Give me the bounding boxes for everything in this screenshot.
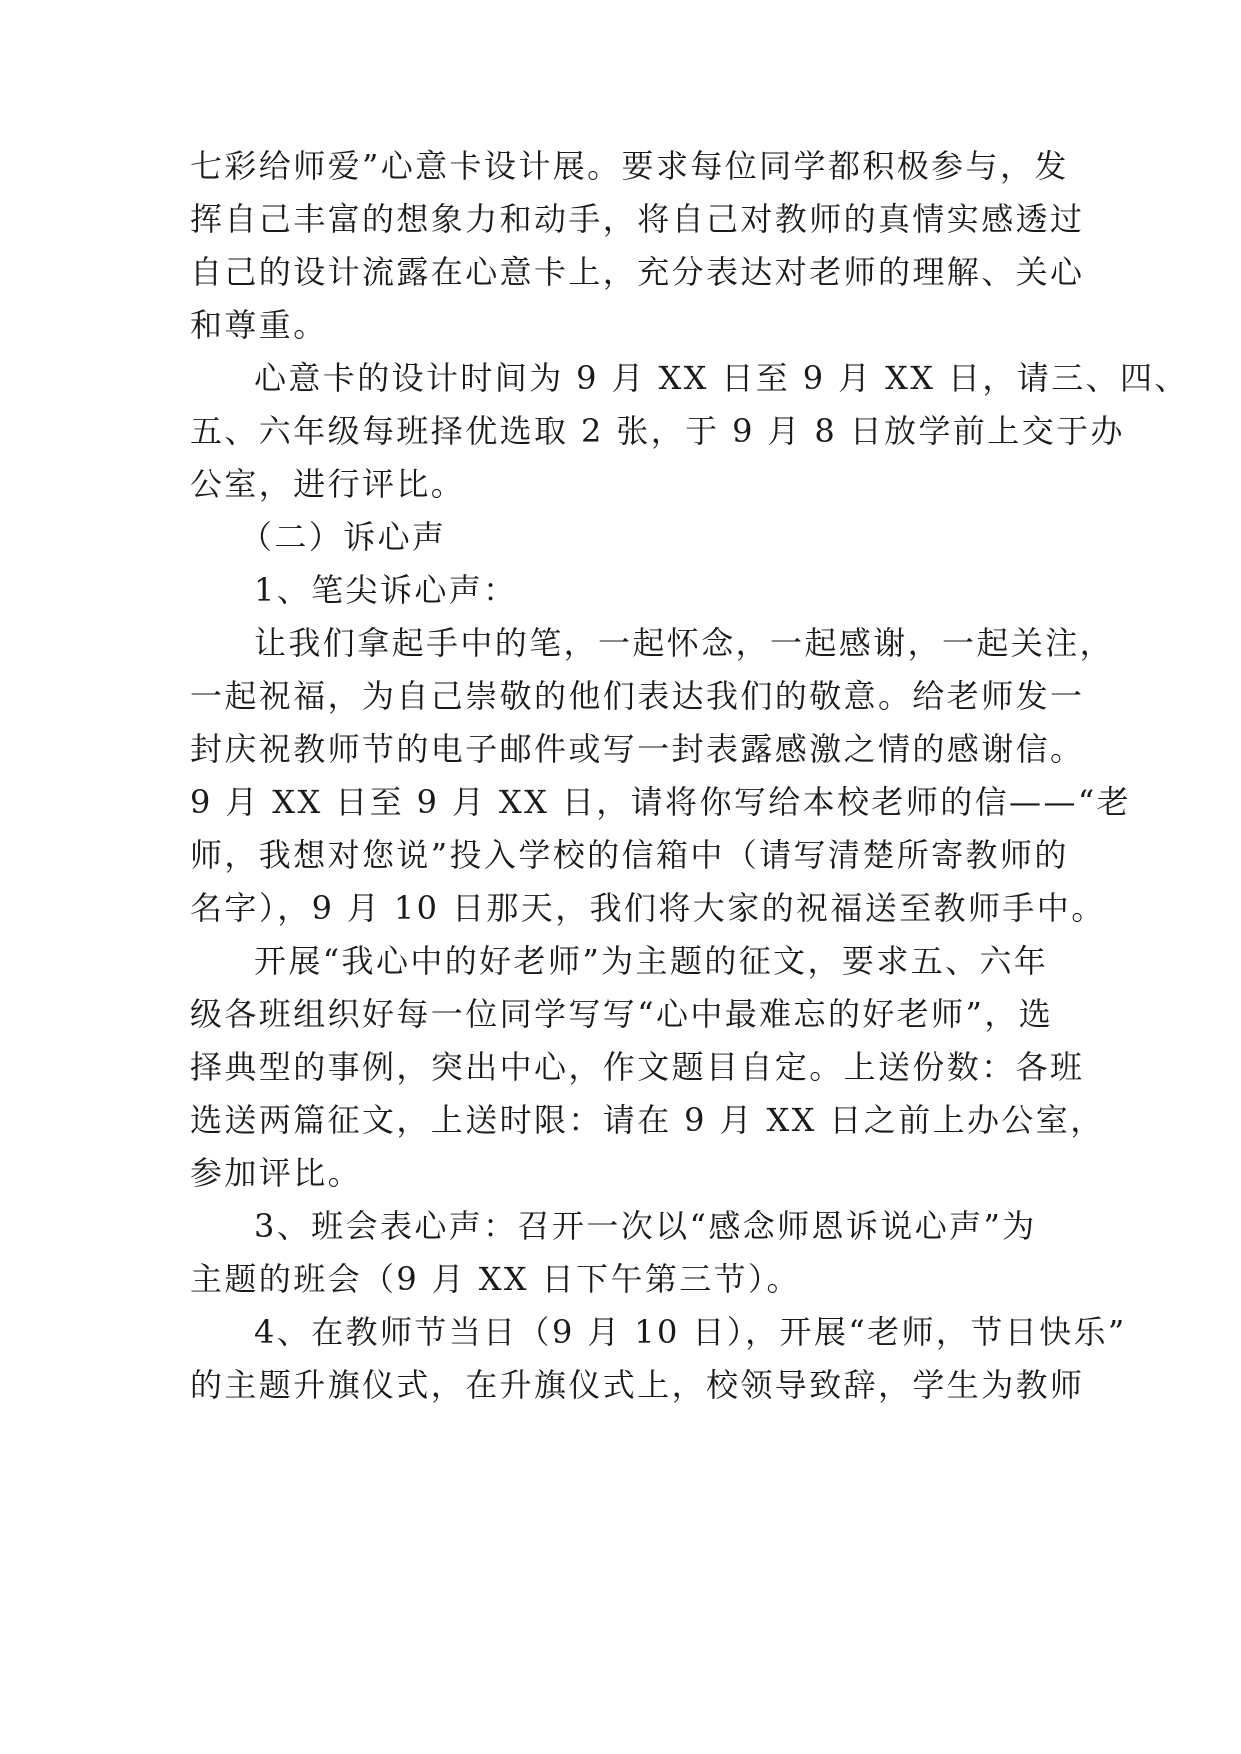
text-line: 自己的设计流露在心意卡上，充分表达对老师的理解、关心 [190,253,1085,291]
paragraph-indent-line: 让我们拿起手中的笔，一起怀念，一起感谢，一起关注， [254,624,1115,662]
text-line: 挥自己丰富的想象力和动手，将自己对教师的真情实感透过 [190,200,1085,238]
paragraph-indent-line: 开展“我心中的好老师”为主题的征文，要求五、六年 [254,942,1049,980]
text-line: 公室，进行评比。 [190,465,466,503]
text-line: 一起祝福，为自己崇敬的他们表达我们的敬意。给老师发一 [190,677,1085,715]
text-line: 七彩给师爱”心意卡设计展。要求每位同学都积极参与，发 [190,147,1069,185]
text-line: 封庆祝教师节的电子邮件或写一封表露感激之情的感谢信。 [190,730,1085,768]
text-line: 9 月 XX 日至 9 月 XX 日，请将你写给本校老师的信——“老 [190,783,1132,821]
text-line: 五、六年级每班择优选取 2 张，于 9 月 8 日放学前上交于办 [190,412,1125,450]
text-line: 师，我想对您说”投入学校的信箱中（请写清楚所寄教师的 [190,836,1069,874]
text-line: 主题的班会（9 月 XX 日下午第三节）。 [190,1260,801,1298]
text-line: 择典型的事例，突出中心，作文题目自定。上送份数：各班 [190,1048,1085,1086]
text-line: 选送两篇征文，上送时限：请在 9 月 XX 日之前上办公室， [190,1101,1105,1139]
subsection-heading: 1、笔尖诉心声： [254,571,518,609]
section-heading: （二）诉心声 [240,518,447,556]
paragraph-indent-line: 4、在教师节当日（9 月 10 日），开展“老师，节日快乐” [254,1313,1127,1351]
paragraph-indent-line: 3、班会表心声：召开一次以“感念师恩诉说心声”为 [254,1207,1037,1245]
paragraph-indent-line: 心意卡的设计时间为 9 月 XX 日至 9 月 XX 日，请三、四、 [254,359,1189,397]
text-line: 参加评比。 [190,1154,363,1192]
text-line: 名字），9 月 10 日那天，我们将大家的祝福送至教师手中。 [190,889,1106,927]
text-line: 级各班组织好每一位同学写写“心中最难忘的好老师”，选 [190,995,1054,1033]
text-line: 和尊重。 [190,306,328,344]
text-line: 的主题升旗仪式，在升旗仪式上，校领导致辞，学生为教师 [190,1366,1085,1404]
